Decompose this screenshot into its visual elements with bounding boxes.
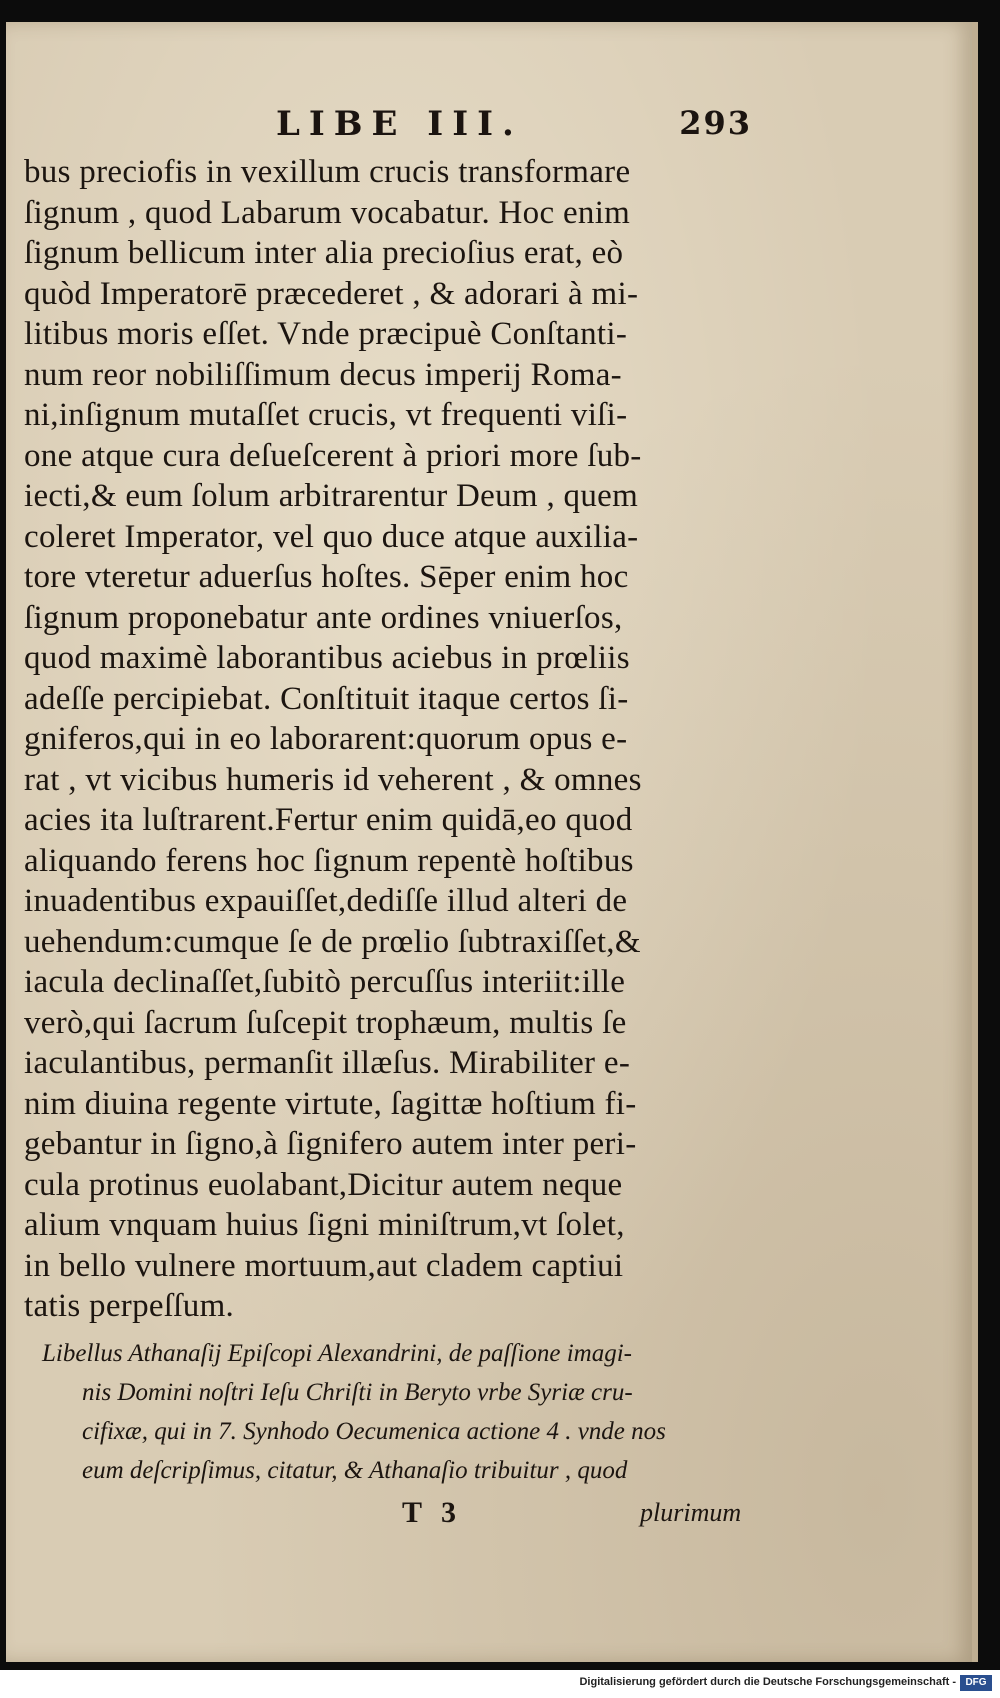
text-line: iaculantibus, permanſit illæſus. Mirabiliter e- — [24, 1045, 631, 1081]
text-line: nim diuina regente virtute, ſagittæ hoſtium fi- — [24, 1085, 637, 1122]
text-line: gebantur in ſigno,à ſignifero autem inter peri- — [24, 1126, 637, 1162]
text-line: quòd Imperatorē præcederet , & adorari à mi- — [24, 275, 639, 312]
text-line: acies ita luſtrarent.Fertur enim quidā,eo quod — [24, 802, 633, 838]
dfg-logo-icon: DFG — [960, 1675, 992, 1691]
text-line: ſignum proponebatur ante ordines vniuerſos, — [24, 599, 623, 636]
funding-credit: Digitalisierung gefördert durch die Deutsche Forschungsgemeinschaft - — [579, 1676, 956, 1688]
page-number: 293 — [679, 104, 752, 142]
note-line: Libellus Athanaſij Epiſcopi Alexandrini, de paſſione imagi- — [42, 1340, 633, 1367]
text-line: iecti,& eum ſolum arbitrarentur Deum , quem — [24, 478, 639, 514]
signature-mark: T 3 — [402, 1496, 462, 1529]
text-line: rat , vt vicibus humeris id veherent , & omnes — [24, 761, 642, 798]
text-line: iacula declinaſſet,ſubitò percuſſus interiit:ille — [24, 964, 626, 1000]
text-line: quod maximè laborantibus aciebus in prœliis — [24, 640, 630, 676]
page-footer-marks — [6, 1496, 972, 1540]
note-line: cifixæ, qui in 7. Synhodo Oecumenica actione 4 . vnde nos — [82, 1418, 666, 1445]
text-line: cula protinus euolabant,Dicitur autem neque — [24, 1166, 623, 1203]
catchword: plurimum — [640, 1498, 742, 1527]
digitization-footer — [0, 1670, 1000, 1698]
text-line: adeſſe percipiebat. Conſtituit itaque certos ſi- — [24, 680, 629, 717]
text-line: ſignum , quod Labarum vocabatur. Hoc enim — [24, 194, 631, 231]
page-header — [6, 104, 972, 154]
book-page — [6, 22, 978, 1662]
italic-note — [42, 1334, 762, 1490]
running-title: LIBE III. — [276, 104, 523, 144]
text-line: bus preciofis in vexillum crucis transformare — [24, 154, 631, 190]
note-line: nis Domini noſtri Ieſu Chriſti in Beryto vrbe Syriæ cru- — [82, 1379, 633, 1406]
text-line: aliquando ferens hoc ſignum repentè hoſtibus — [24, 842, 634, 879]
text-line: tatis perpeſſum. — [24, 1288, 235, 1324]
text-line: ni,inſignum mutaſſet crucis, vt frequenti viſi- — [24, 397, 628, 433]
text-line: alium vnquam huius ſigni miniſtrum,vt ſolet, — [24, 1207, 625, 1243]
text-line: inuadentibus expauiſſet,dediſſe illud alteri de — [24, 883, 628, 919]
text-line: litibus moris eſſet. Vnde præcipuè Conſtanti- — [24, 316, 628, 352]
text-line: verò,qui ſacrum ſuſcepit trophæum, multis ſe — [24, 1004, 627, 1041]
text-line: tore vteretur aduerſus hoſtes. Sēper enim hoc — [24, 559, 629, 595]
text-line: one atque cura deſueſcerent à priori more ſub- — [24, 437, 642, 474]
text-line: num reor nobiliſſimum decus imperij Roma- — [24, 356, 622, 393]
main-text — [24, 152, 764, 1327]
text-line: ſignum bellicum inter alia precioſius erat, eò — [24, 235, 624, 271]
text-line: coleret Imperator, vel quo duce atque auxilia- — [24, 518, 639, 555]
note-line: eum deſcripſimus, citatur, & Athanaſio tribuitur , quod — [82, 1457, 628, 1484]
text-line: gniferos,qui in eo laborarent:quorum opus e- — [24, 721, 628, 757]
text-line: in bello vulnere mortuum,aut cladem captiui — [24, 1247, 624, 1284]
text-line: uehendum:cumque ſe de prœlio ſubtraxiſſet,& — [24, 923, 641, 960]
